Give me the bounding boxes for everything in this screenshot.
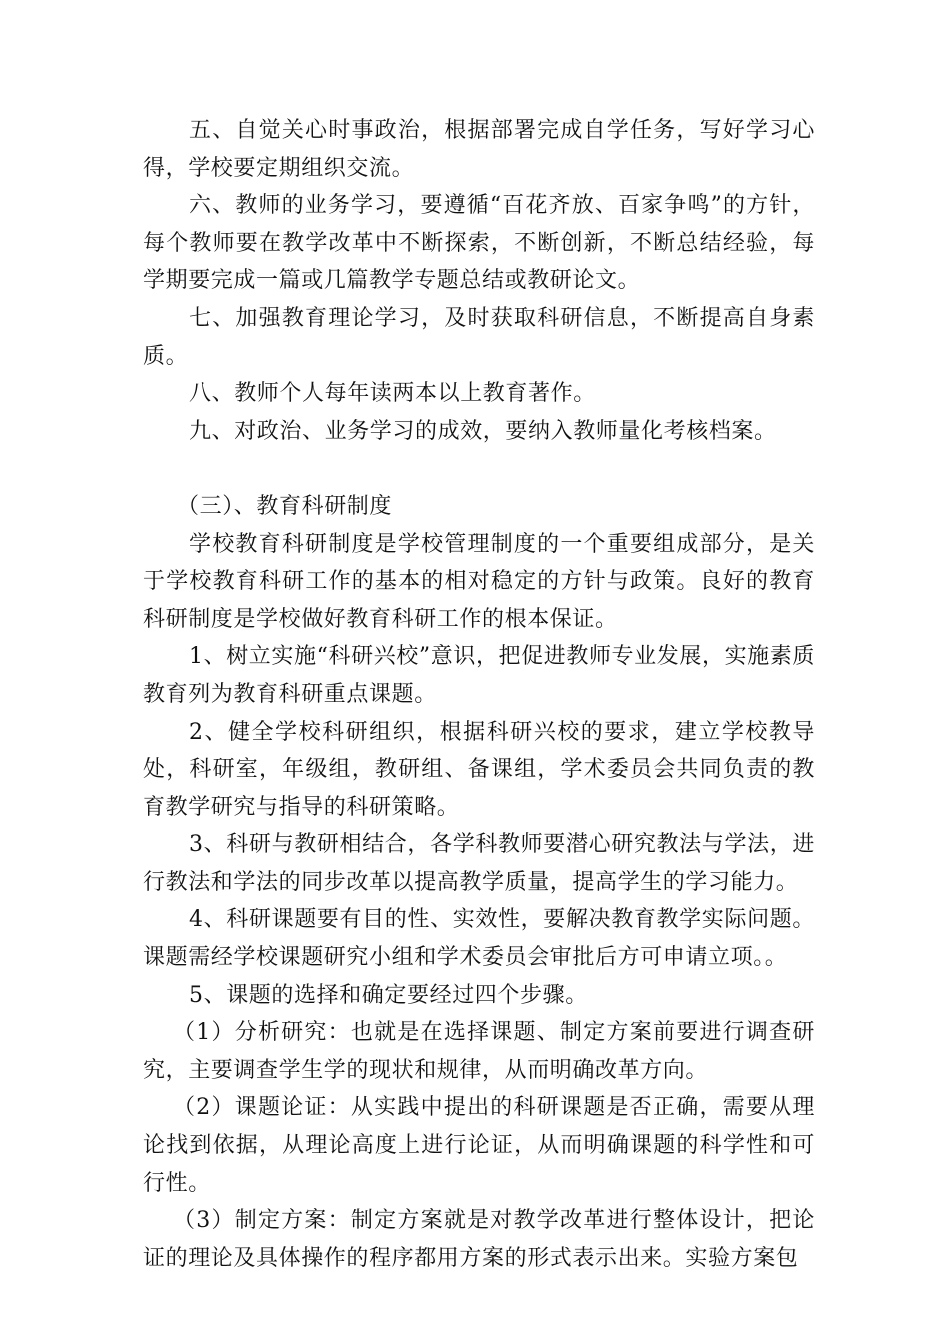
- paragraph-item-7: 七、加强教育理论学习，及时获取科研信息，不断提高自身素质。: [143, 305, 815, 369]
- rule-item-1: 1、树立实施“科研兴校”意识，把促进教师专业发展，实施素质教育列为教育科研重点课题。: [143, 644, 815, 707]
- paragraph-item-9: 九、对政治、业务学习的成效，要纳入教师量化考核档案。: [189, 418, 777, 444]
- section-intro-paragraph: 学校教育科研制度是学校管理制度的一个重要组成部分，是关于学校教育科研工作的基本的相对稳定的方针与政策。良好的教育科研制度是学校做好教育科研工作的根本保证。: [143, 531, 815, 632]
- rule-item-3: 3、科研与教研相结合，各学科教师要潜心研究教法与学法，进行教法和学法的同步改革以提高教学质量，提高学生的学习能力。: [143, 832, 815, 895]
- blank-line: [143, 450, 815, 488]
- step-item-1: （1）分析研究：也就是在选择课题、制定方案前要进行调查研究，主要调查学生学的现状和规律，从而明确改革方向。: [143, 1020, 815, 1083]
- document-body: [143, 112, 815, 1277]
- section-heading: （三）、教育科研制度: [177, 493, 393, 519]
- rule-item-4: 4、科研课题要有目的性、实效性，要解决教育教学实际问题。课题需经学校课题研究小组和学术委员会审批后方可申请立项。。: [143, 907, 815, 971]
- paragraph-item-5: 五、自觉关心时事政治，根据部署完成自学任务，写好学习心得，学校要定期组织交流。: [143, 118, 815, 181]
- step-item-3: （3）制定方案：制定方案就是对教学改革进行整体设计，把论证的理论及具体操作的程序都用方案的形式表示出来。实验方案包: [143, 1208, 815, 1271]
- rule-item-2: 2、健全学校科研组织，根据科研兴校的要求，建立学校教导处，科研室，年级组，教研组、备课组，学术委员会共同负责的教育教学研究与指导的科研策略。: [143, 719, 815, 820]
- paragraph-item-8: 八、教师个人每年读两本以上教育著作。: [189, 381, 596, 407]
- rule-item-5: 5、课题的选择和确定要经过四个步骤。: [189, 982, 588, 1008]
- step-item-2: （2）课题论证：从实践中提出的科研课题是否正确，需要从理论找到依据，从理论高度上进行论证，从而明确课题的科学性和可行性。: [143, 1095, 815, 1196]
- paragraph-item-6: 六、教师的业务学习，要遵循“百花齐放、百家争鸣”的方针，每个教师要在教学改革中不断探索，不断创新，不断总结经验，每学期要完成一篇或几篇教学专题总结或教研论文。: [143, 193, 815, 294]
